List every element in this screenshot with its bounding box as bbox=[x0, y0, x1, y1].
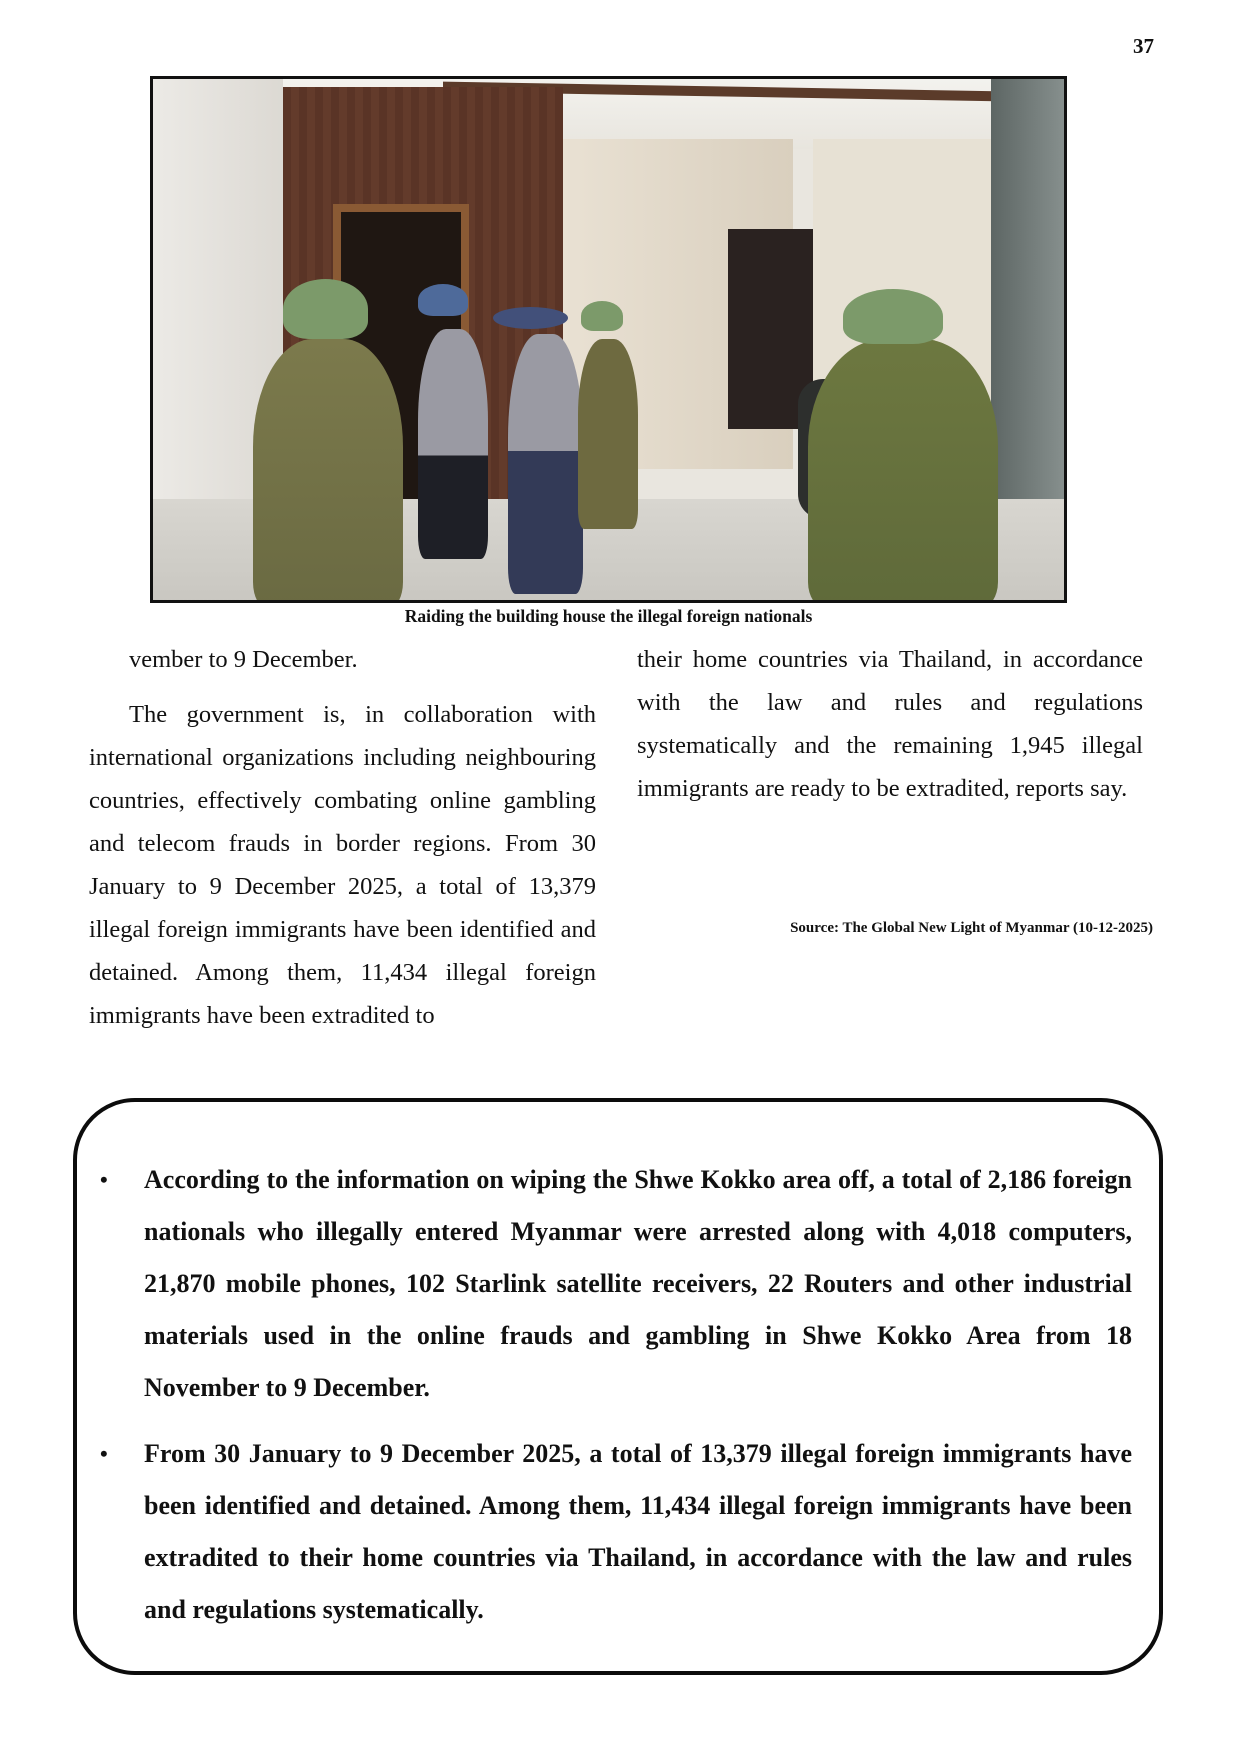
photo-caption: Raiding the building house the illegal foreign nationals bbox=[404, 606, 813, 626]
photo-soldier bbox=[253, 339, 403, 603]
photo-soldier bbox=[578, 339, 638, 529]
photo-police-officer bbox=[508, 334, 583, 594]
summary-item-text: From 30 January to 9 December 2025, a total of 13,379 illegal foreign immigrants have been identified and detained. Among them, 11,434 illegal foreign immigrants have been extradited to their home countries via Thailand, in accordance with the law and rules and regulations systematically. bbox=[144, 1439, 1132, 1624]
raid-photo bbox=[150, 76, 1067, 603]
article-continuation: vember to 9 December. bbox=[129, 646, 358, 673]
photo-police-hat bbox=[493, 307, 568, 329]
photo-helmet bbox=[283, 279, 368, 339]
summary-item bbox=[77, 1154, 1159, 1414]
bullet-icon: • bbox=[100, 1441, 108, 1466]
summary-item bbox=[77, 1428, 1159, 1636]
photo-police-officer bbox=[418, 329, 488, 559]
photo-helmet bbox=[418, 284, 468, 316]
bullet-icon: • bbox=[100, 1167, 108, 1192]
article-left-column bbox=[89, 638, 596, 1037]
article-source: Source: The Global New Light of Myanmar (10-12-2025) bbox=[790, 920, 1153, 936]
summary-list bbox=[77, 1154, 1159, 1636]
page-number: 37 bbox=[1133, 34, 1154, 58]
raid-photo-scene bbox=[153, 79, 1064, 600]
photo-soldier bbox=[808, 339, 998, 603]
article-paragraph: The government is, in collaboration with international organizations including neighbouring countries, effectively combating online gambling and telecom frauds in border regions. From 30 January to 9 December 2025, a total of 13,379 illegal foreign immigrants have been identified and detained. Among them, 11,434 illegal foreign immigrants have been extradited to bbox=[89, 701, 596, 1029]
photo-helmet bbox=[581, 301, 623, 331]
article-paragraph-continued: their home countries via Thailand, in accordance with the law and rules and regulations systematically and the remaining 1,945 illegal immigrants are ready to be extradited, reports say. bbox=[637, 646, 1143, 802]
summary-item-text: According to the information on wiping the Shwe Kokko area off, a total of 2,186 foreign nationals who illegally entered Myanmar were arrested along with 4,018 computers, 21,870 mobile phones, 102 Starlink satellite receivers, 22 Routers and other industrial materials used in the online frauds and gambling in Shwe Kokko Area from 18 November to 9 December. bbox=[144, 1165, 1132, 1402]
photo-helmet bbox=[843, 289, 943, 344]
article-right-column bbox=[637, 638, 1143, 810]
summary-box bbox=[73, 1098, 1163, 1675]
